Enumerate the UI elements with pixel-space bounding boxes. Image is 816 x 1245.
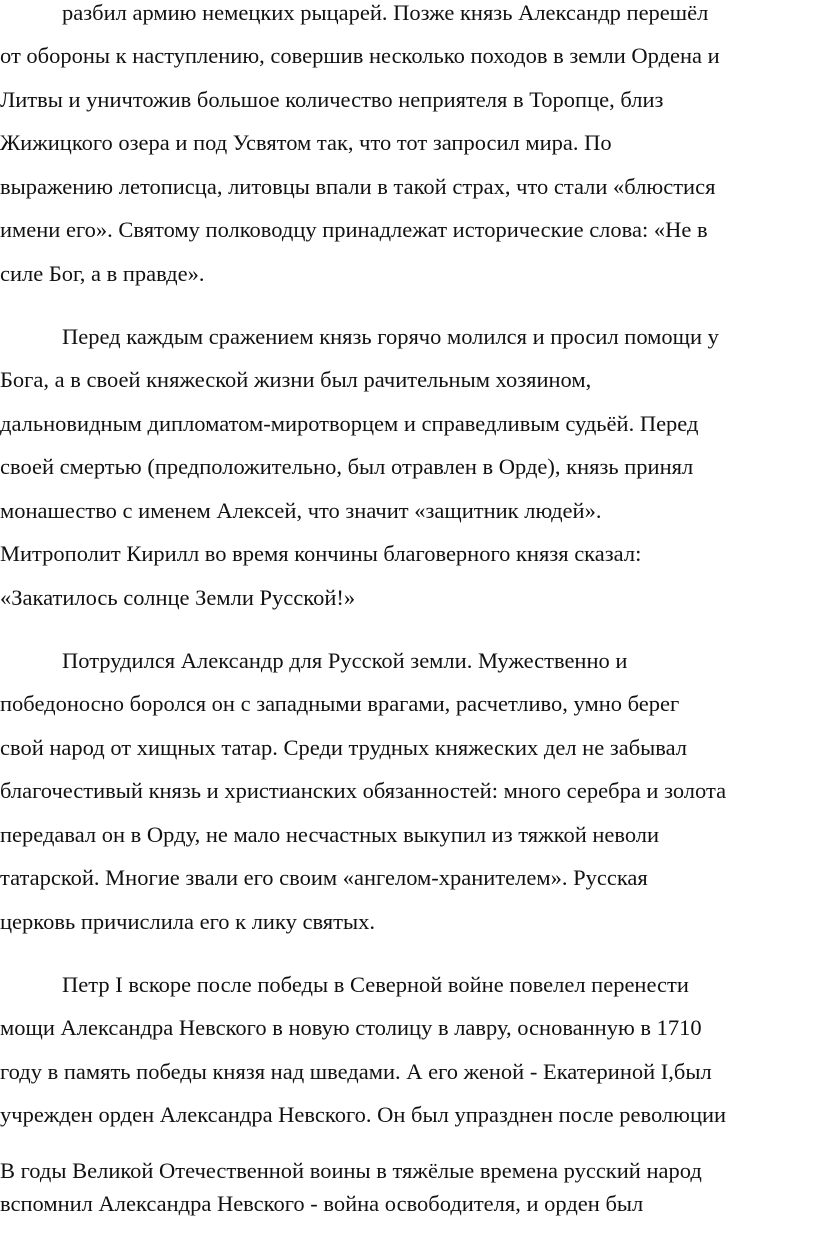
text-line: свой народ от хищных татар. Среди трудных княжеских дел не забывал bbox=[0, 735, 687, 760]
text-line: церковь причислила его к лику святых. bbox=[0, 909, 375, 934]
text-line: Потрудился Александр для Русской земли. Мужественно и bbox=[62, 648, 628, 673]
text-line: передавал он в Орду, не мало несчастных выкупил из тяжкой неволи bbox=[0, 822, 660, 847]
text-line: В годы Великой Отечественной воины в тяжёлые времена русский народ bbox=[0, 1158, 702, 1183]
text-line: вспомнил Александра Невского - война освободителя, и орден был bbox=[0, 1191, 644, 1216]
text-line: Перед каждым сражением князь горячо молился и просил помощи у bbox=[62, 324, 719, 349]
text-line: разбил армию немецких рыцарей. Позже князь Александр перешёл bbox=[62, 0, 709, 25]
text-line: своей смертью (предположительно, был отравлен в Орде), князь принял bbox=[0, 454, 694, 479]
text-line: благочестивый князь и христианских обязанностей: много серебра и золота bbox=[0, 778, 727, 803]
text-line: монашество с именем Алексей, что значит «защитник людей». bbox=[0, 498, 602, 523]
text-line: победоносно боролся он с западными врагами, расчетливо, умно берег bbox=[0, 691, 680, 716]
text-line: силе Бог, а в правде». bbox=[0, 261, 205, 286]
text-line: учрежден орден Александра Невского. Он был упразднен после революции bbox=[0, 1102, 727, 1127]
text-line: Литвы и уничтожив большое количество неприятеля в Торопце, близ bbox=[0, 87, 664, 112]
text-line: Митрополит Кирилл во время кончины благоверного князя сказал: bbox=[0, 541, 642, 566]
text-line: выражению летописца, литовцы впали в такой страх, что стали «блюстися bbox=[0, 174, 716, 199]
text-line: Бога, а в своей княжеской жизни был рачительным хозяином, bbox=[0, 367, 592, 392]
text-line: мощи Александра Невского в новую столицу в лавру, основанную в 1710 bbox=[0, 1015, 702, 1040]
text-line: Петр I вскоре после победы в Северной войне повелел перенести bbox=[62, 972, 689, 997]
text-line: «Закатилось солнце Земли Русской!» bbox=[0, 585, 356, 610]
text-line: татарской. Многие звали его своим «ангелом-хранителем». Русская bbox=[0, 865, 648, 890]
text-line: году в память победы князя над шведами. А его женой - Екатериной I,был bbox=[0, 1059, 712, 1084]
text-line: Жижицкого озера и под Усвятом так, что тот запросил мира. По bbox=[0, 130, 612, 155]
text-line: дальновидным дипломатом-миротворцем и справедливым судьёй. Перед bbox=[0, 411, 699, 436]
text-line: имени его». Святому полководцу принадлежат исторические слова: «Не в bbox=[0, 217, 708, 242]
text-line: от обороны к наступлению, совершив несколько походов в земли Ордена и bbox=[0, 43, 720, 68]
